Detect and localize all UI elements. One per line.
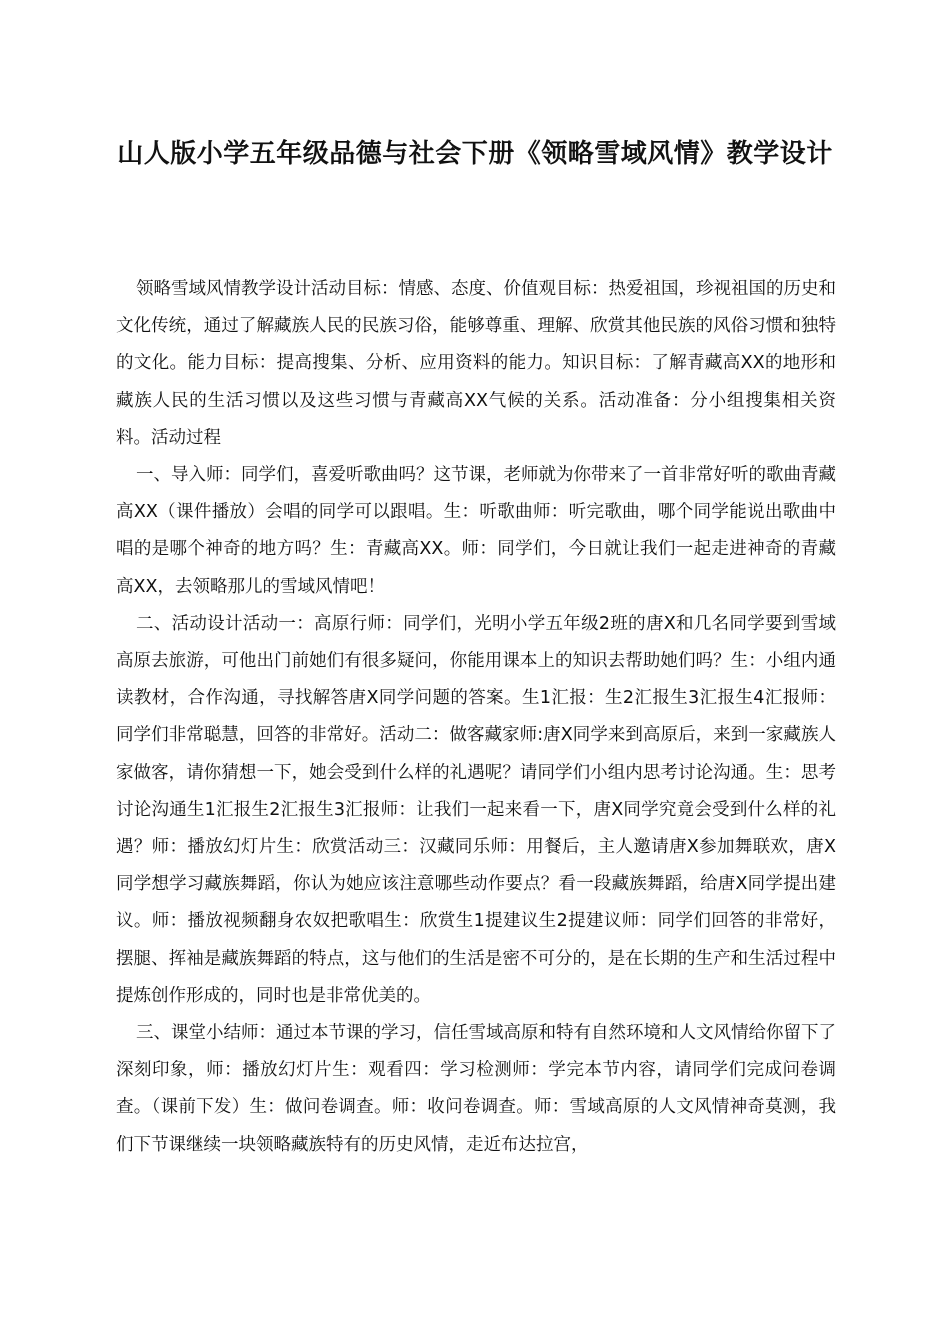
paragraph-summary: 三、课堂小结师：通过本节课的学习，信任雪域高原和特有自然环境和人文风情给你留下了深刻印象，师：播放幻灯片生：观看四：学习检测师：学完本节内容，请同学们完成问卷调查。（课前下发）生：做问卷调查。师：收问卷调查。师：雪域高原的人文风情神奇莫测，我们下节课继续一块领略藏族特有的历史风情，走近布达拉宫， <box>116 1023 836 1155</box>
paragraph-introduction: 一、导入师：同学们，喜爱听歌曲吗？这节课，老师就为你带来了一首非常好听的歌曲青藏高XX（课件播放）会唱的同学可以跟唱。生：听歌曲师：听完歌曲，哪个同学能说出歌曲中唱的是哪个神奇的地方吗？生：青藏高XX。师：同学们，今日就让我们一起走进神奇的青藏高XX，去领略那儿的雪域风情吧！ <box>116 465 836 597</box>
paragraph-objectives: 领略雪域风情教学设计活动目标：情感、态度、价值观目标：热爱祖国，珍视祖国的历史和文化传统，通过了解藏族人民的民族习俗，能够尊重、理解、欣赏其他民族的风俗习惯和独特的文化。能力目标：提高搜集、分析、应用资料的能力。知识目标：了解青藏高XX的地形和藏族人民的生活习惯以及这些习惯与青藏高XX气候的关系。活动准备：分小组搜集相关资料。活动过程 <box>116 279 836 448</box>
paragraph-activity-design: 二、活动设计活动一：高原行师：同学们，光明小学五年级2班的唐X和几名同学要到雪域高原去旅游，可他出门前她们有很多疑问，你能用课本上的知识去帮助她们吗？生：小组内通读教材，合作沟通，寻找解答唐X同学问题的答案。生1汇报：生2汇报生3汇报生4汇报师：同学们非常聪慧，回答的非常好。活动二：做客藏家师:唐X同学来到高原后，来到一家藏族人家做客，请你猜想一下，她会受到什么样的礼遇呢？请同学们小组内思考讨论沟通。生：思考讨论沟通生1汇报生2汇报生3汇报师：让我们一起来看一下，唐X同学究竟会受到什么样的礼遇？师：播放幻灯片生：欣赏活动三：汉藏同乐师：用餐后，主人邀请唐X参加舞联欢，唐X同学想学习藏族舞蹈，你认为她应该注意哪些动作要点？看一段藏族舞蹈，给唐X同学提出建议。师：播放视频翻身农奴把歌唱生：欣赏生1提建议生2提建议师：同学们回答的非常好，摆腿、挥袖是藏族舞蹈的特点，这与他们的生活是密不可分的，是在长期的生产和生活过程中提炼创作形成的，同时也是非常优美的。 <box>116 613 836 1006</box>
document-body <box>116 271 836 1164</box>
document-title: 山人版小学五年级品德与社会下册《领略雪域风情》教学设计 <box>117 139 833 169</box>
